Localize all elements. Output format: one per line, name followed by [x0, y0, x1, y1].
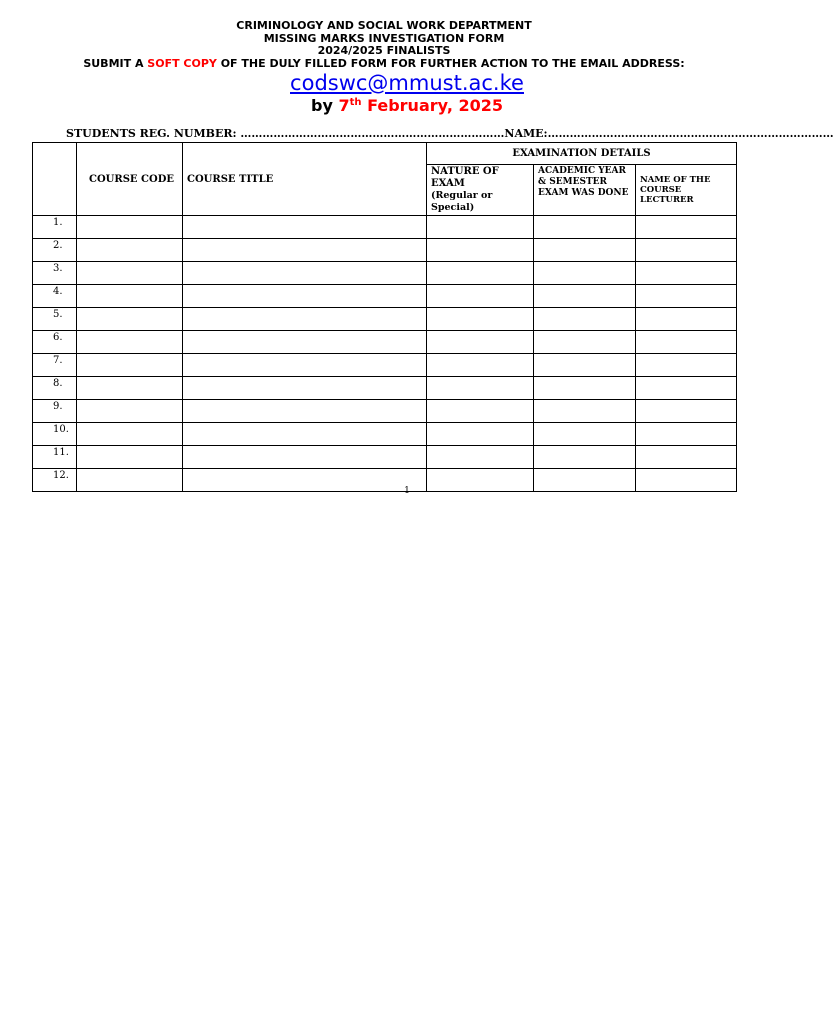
- submission-instruction: [0, 57, 768, 70]
- course-title-cell[interactable]: [183, 239, 427, 262]
- nature-of-exam-cell[interactable]: [427, 239, 534, 262]
- academic-year-cell[interactable]: [534, 446, 636, 469]
- email-link[interactable]: codswc@mmust.ac.ke: [290, 71, 524, 95]
- course-code-cell[interactable]: [77, 400, 183, 423]
- lecturer-name-cell[interactable]: [636, 331, 737, 354]
- nature-of-exam-cell[interactable]: [427, 285, 534, 308]
- nature-of-exam-cell[interactable]: [427, 331, 534, 354]
- academic-year-cell[interactable]: [534, 285, 636, 308]
- course-title-cell[interactable]: [183, 216, 427, 239]
- academic-year-cell[interactable]: [534, 423, 636, 446]
- nature-of-exam-cell[interactable]: [427, 377, 534, 400]
- course-title-cell[interactable]: [183, 331, 427, 354]
- student-info-line[interactable]: STUDENTS REG. NUMBER: ………………………………………………………………NAME:……………………………………………………………………: [66, 127, 834, 140]
- page-number: 1: [404, 486, 410, 496]
- table-row: [33, 216, 737, 239]
- lecturer-name-cell[interactable]: [636, 216, 737, 239]
- academic-year-cell[interactable]: [534, 377, 636, 400]
- deadline-date-rest: February, 2025: [361, 96, 503, 115]
- row-number: 9.: [33, 400, 77, 423]
- academic-year-cell[interactable]: [534, 239, 636, 262]
- deadline-day-number: 7: [338, 96, 350, 115]
- row-number: 6.: [33, 331, 77, 354]
- nature-of-exam-cell[interactable]: [427, 400, 534, 423]
- course-title-cell[interactable]: [183, 354, 427, 377]
- header-course-title: COURSE TITLE: [183, 143, 427, 216]
- course-title-cell[interactable]: [183, 262, 427, 285]
- table-row: [33, 446, 737, 469]
- row-number: 5.: [33, 308, 77, 331]
- course-code-cell[interactable]: [77, 239, 183, 262]
- table-row: [33, 400, 737, 423]
- instruction-suffix: OF THE DULY FILLED FORM FOR FURTHER ACTION TO THE EMAIL ADDRESS:: [216, 57, 685, 70]
- finalists-year: 2024/2025 FINALISTS: [317, 44, 451, 57]
- lecturer-name-cell[interactable]: [636, 262, 737, 285]
- nature-of-exam-hint: (Regular or Special): [431, 190, 493, 213]
- course-code-cell[interactable]: [77, 354, 183, 377]
- nature-of-exam-cell[interactable]: [427, 446, 534, 469]
- header-number-cell: [33, 143, 77, 216]
- course-title-cell[interactable]: [183, 308, 427, 331]
- nature-of-exam-label: NATURE OF EXAM: [431, 166, 499, 189]
- row-number: 1.: [33, 216, 77, 239]
- table-row: [33, 285, 737, 308]
- course-code-cell[interactable]: [77, 331, 183, 354]
- deadline-day: [338, 96, 503, 115]
- deadline-day-suffix: th: [349, 97, 362, 108]
- course-code-cell[interactable]: [77, 308, 183, 331]
- row-number: 2.: [33, 239, 77, 262]
- course-title-cell[interactable]: [183, 400, 427, 423]
- table-row: [33, 331, 737, 354]
- deadline-prefix: by: [311, 96, 339, 115]
- missing-marks-table: [32, 142, 737, 492]
- soft-copy-highlight: SOFT COPY: [147, 57, 217, 70]
- course-title-cell[interactable]: [183, 285, 427, 308]
- course-code-cell[interactable]: [77, 446, 183, 469]
- header-lecturer-name: NAME OF THE COURSE LECTURER: [636, 165, 737, 216]
- nature-of-exam-cell[interactable]: [427, 216, 534, 239]
- course-code-cell[interactable]: [77, 285, 183, 308]
- header-course-code: COURSE CODE: [77, 143, 183, 216]
- header-nature-of-exam: [427, 165, 534, 216]
- header-academic-year: ACADEMIC YEAR & SEMESTER EXAM WAS DONE: [534, 165, 636, 216]
- lecturer-name-cell[interactable]: [636, 354, 737, 377]
- lecturer-name-cell[interactable]: [636, 308, 737, 331]
- academic-year-cell[interactable]: [534, 400, 636, 423]
- academic-year-cell[interactable]: [534, 331, 636, 354]
- row-number: 7.: [33, 354, 77, 377]
- course-code-cell[interactable]: [77, 377, 183, 400]
- header-examination-details: EXAMINATION DETAILS: [427, 143, 737, 165]
- academic-year-cell[interactable]: [534, 262, 636, 285]
- table-row: [33, 262, 737, 285]
- lecturer-name-cell[interactable]: [636, 400, 737, 423]
- row-number: 8.: [33, 377, 77, 400]
- lecturer-name-cell[interactable]: [636, 423, 737, 446]
- nature-of-exam-cell[interactable]: [427, 423, 534, 446]
- course-code-cell[interactable]: [77, 216, 183, 239]
- academic-year-cell[interactable]: [534, 308, 636, 331]
- department-title: CRIMINOLOGY AND SOCIAL WORK DEPARTMENT: [236, 19, 532, 32]
- lecturer-name-cell[interactable]: [636, 377, 737, 400]
- row-number: 4.: [33, 285, 77, 308]
- academic-year-cell[interactable]: [534, 354, 636, 377]
- nature-of-exam-cell[interactable]: [427, 354, 534, 377]
- row-number: 3.: [33, 262, 77, 285]
- deadline: [0, 96, 814, 116]
- course-title-cell[interactable]: [183, 377, 427, 400]
- table-row: [33, 377, 737, 400]
- nature-of-exam-cell[interactable]: [427, 262, 534, 285]
- lecturer-name-cell[interactable]: [636, 446, 737, 469]
- row-number: 11.: [33, 446, 77, 469]
- course-code-cell[interactable]: [77, 262, 183, 285]
- row-number: 10.: [33, 423, 77, 446]
- lecturer-name-cell[interactable]: [636, 285, 737, 308]
- table-row: [33, 423, 737, 446]
- email-address: [0, 70, 814, 96]
- form-title: MISSING MARKS INVESTIGATION FORM: [263, 32, 505, 45]
- nature-of-exam-cell[interactable]: [427, 308, 534, 331]
- table-header-row-1: [33, 143, 737, 165]
- course-title-cell[interactable]: [183, 423, 427, 446]
- table-row: [33, 354, 737, 377]
- instruction-prefix: SUBMIT A: [83, 57, 148, 70]
- row-number: 12.: [33, 469, 77, 492]
- course-title-cell[interactable]: [183, 446, 427, 469]
- table-row: [33, 308, 737, 331]
- table-row: [33, 239, 737, 262]
- course-code-cell[interactable]: [77, 423, 183, 446]
- lecturer-name-cell[interactable]: [636, 239, 737, 262]
- academic-year-cell[interactable]: [534, 216, 636, 239]
